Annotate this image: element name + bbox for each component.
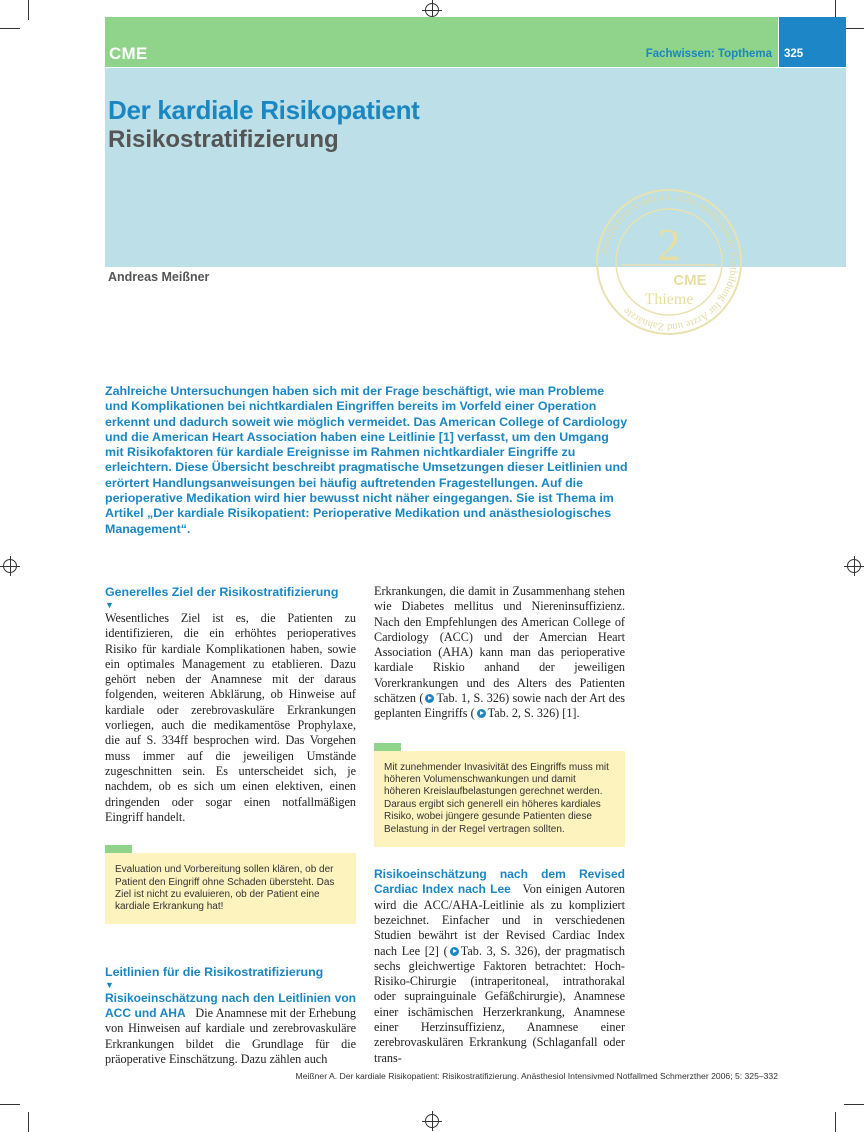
crop-mark (0, 28, 20, 29)
paragraph (374, 584, 625, 722)
crop-mark (28, 1112, 29, 1132)
paragraph-text: ) sowie nach der Art des geplanten Eingriffs ( (374, 691, 625, 721)
note-text: Mit zunehmender Invasivität des Eingriffs muss mit höheren Volumenschwankungen und damit höheren Kreislaufbelastungen gerechnet werden. Daraus ergibt sich generell ein höheres kardiales Risiko, wobei jüngere gesunde Patienten diese Belastung in der Regel vertragen sollten. (384, 761, 609, 835)
seal-arc-text: Zertifizierte kontinuierliche medizinische Fortbildung für Ärzte und Zahnärzte (599, 191, 740, 333)
crop-mark (28, 0, 29, 20)
seal-cme: CME (673, 272, 707, 289)
registration-mark-icon (425, 1114, 439, 1128)
crop-mark (844, 1104, 864, 1105)
crop-mark (0, 1104, 20, 1105)
author: Andreas Meißner (108, 270, 210, 284)
article-title: Der kardiale Risikopatient (108, 95, 420, 125)
left-column (105, 584, 356, 1067)
abstract: Zahlreiche Untersuchungen haben sich mit der Frage beschäftigt, wie man Probleme und Komplikationen bei nichtkardialen Eingriffen bereits im Vorfeld einer Operation erkennt und dadurch soweit wie möglich vermeidet. Das American College of Cardiology und die American Heart Association haben eine Leitlinie [1] verfasst, um den Umgang mit Risikofaktoren für kardiale Ereignisse im Rahmen nichtkardialer Eingriffe zu erleichtern. Diese Übersicht beschreibt pragmatische Umsetzungen dieser Leitlinien und erörtert Handlungsanweisungen bei häufig auftretenden Fragestellungen. Auf die perioperative Medikation wird hier bewusst nicht näher eingegangen. Sie ist Thema im Artikel „Der kardiale Risikopatient: Perioperative Medikation und anästhesiologisches Management“. (105, 384, 628, 536)
page-number: 325 (784, 48, 804, 60)
paragraph-text: Die Anamnese mit der Erhebung von Hinweisen auf kardiale und zerebrovaskuläre Erkrankungen bildet die Grundlage für die präoperative Einschätzung. Dazu zählen auch (105, 1006, 357, 1066)
note-box (374, 751, 625, 847)
section-heading: Leitlinien für die Risikostratifizierung (105, 964, 324, 979)
right-column (374, 584, 625, 1066)
paragraph-text: Erkrankungen, die damit in Zusammenhang stehen wie Diabetes mellitus und Niereninsuffizienz. Nach den Empfehlungen des American College of Cardiology (ACC) und der Amercian Heart Association (AHA) kann man das perioperative kardiale Riskio anhand der jeweiligen Vorerkrankungen und des Alters des Patienten schätzen ( (374, 584, 625, 706)
seal-brand: Thieme (644, 291, 694, 308)
table-reference-link[interactable]: Tab. 3, S. 326 (460, 943, 534, 958)
article-subtitle: Risikostratifizierung (108, 126, 339, 153)
citation-footer: Meißner A. Der kardiale Risikopatient: Risikostratifizierung. Anästhesiol Intensivmed Notfallmed Schmerzther 2006; 5: 325–332 (295, 1071, 778, 1081)
seal-points: 2 (657, 219, 681, 270)
note-box (105, 853, 356, 924)
cme-label: CME (109, 44, 148, 63)
registration-mark-icon (425, 3, 439, 17)
subheading: Risikoeinschätzung nach den Leitlinien von ACC und AHA (105, 990, 356, 1021)
reference-arrow-icon (450, 947, 459, 956)
triangle-marker-icon: ▼ (105, 600, 114, 610)
subheading: Risikoeinschätzung nach dem Revised Cardiac Index nach Lee (374, 867, 625, 897)
note-tab (374, 743, 401, 751)
note-text: Evaluation und Vorbereitung sollen klären, ob der Patient den Eingriff ohne Schaden übersteht. Das Ziel ist nicht zu evaluieren, ob der Patient eine kardiale Erkrankung hat! (115, 864, 335, 913)
paragraph-text: Von einigen Autoren wird die ACC/AHA-Leitlinie als zu kompliziert bezeichnet. Einfacher und in verschiedenen Studien bewährt ist der Revised Cardiac Index nach Lee [2] ( (374, 882, 625, 958)
table-reference-link[interactable]: Tab. 2, S. 326 (487, 706, 556, 721)
cme-seal-icon (595, 188, 743, 336)
reference-arrow-icon (477, 709, 486, 718)
registration-mark-icon (3, 559, 17, 573)
paragraph (374, 867, 625, 1066)
note-tab (105, 845, 132, 853)
table-reference-link[interactable]: Tab. 1, S. 326 (436, 691, 506, 706)
paragraph-text: ) [1]. (555, 706, 580, 721)
section-title: Fachwissen: Topthema (645, 48, 772, 60)
section-heading: Generelles Ziel der Risikostratifizierung (105, 585, 339, 599)
triangle-marker-icon: ▼ (105, 979, 114, 990)
crop-mark (844, 28, 864, 29)
registration-mark-icon (847, 559, 861, 573)
reference-arrow-icon (425, 694, 434, 703)
paragraph (105, 991, 356, 1067)
paragraph: Wesentliches Ziel ist es, die Patienten zu identifizieren, die ein erhöhtes perioperatives Risiko für kardiale Komplikationen haben, sowie ein optimales Management zu etablieren. Dazu gehört neben der Anamnese mit der daraus folgenden, weiteren Abklärung, ob Hinweise auf kardiale oder zerebrovaskuläre Erkrankungen vorliegen, auch die medikamentöse Prophylaxe, die auf S. 334ff besprochen wird. Das Vorgehen muss immer auf die jeweiligen Umstände zugeschnitten sein. Es unterscheidet sich, je nachdem, ob es sich um einen elektiven, einen dringenden oder sogar einen notfallmäßigen Eingriff handelt. (105, 611, 356, 824)
crop-mark (835, 1112, 836, 1132)
paragraph-text: ), der pragmatisch sechs gleichwertige Faktoren betrachtet: Hoch-Risiko-Chirurgie (intraperitoneal, intrathorakal oder suprainguinale Gefäßchirurgie), Anamnese einer ischämischen Herzerkrankung, Anamnese einer Herzinsuffizienz, Anamnese einer zerebrovaskulären Erkrankung (Schlaganfall oder trans- (374, 943, 625, 1065)
